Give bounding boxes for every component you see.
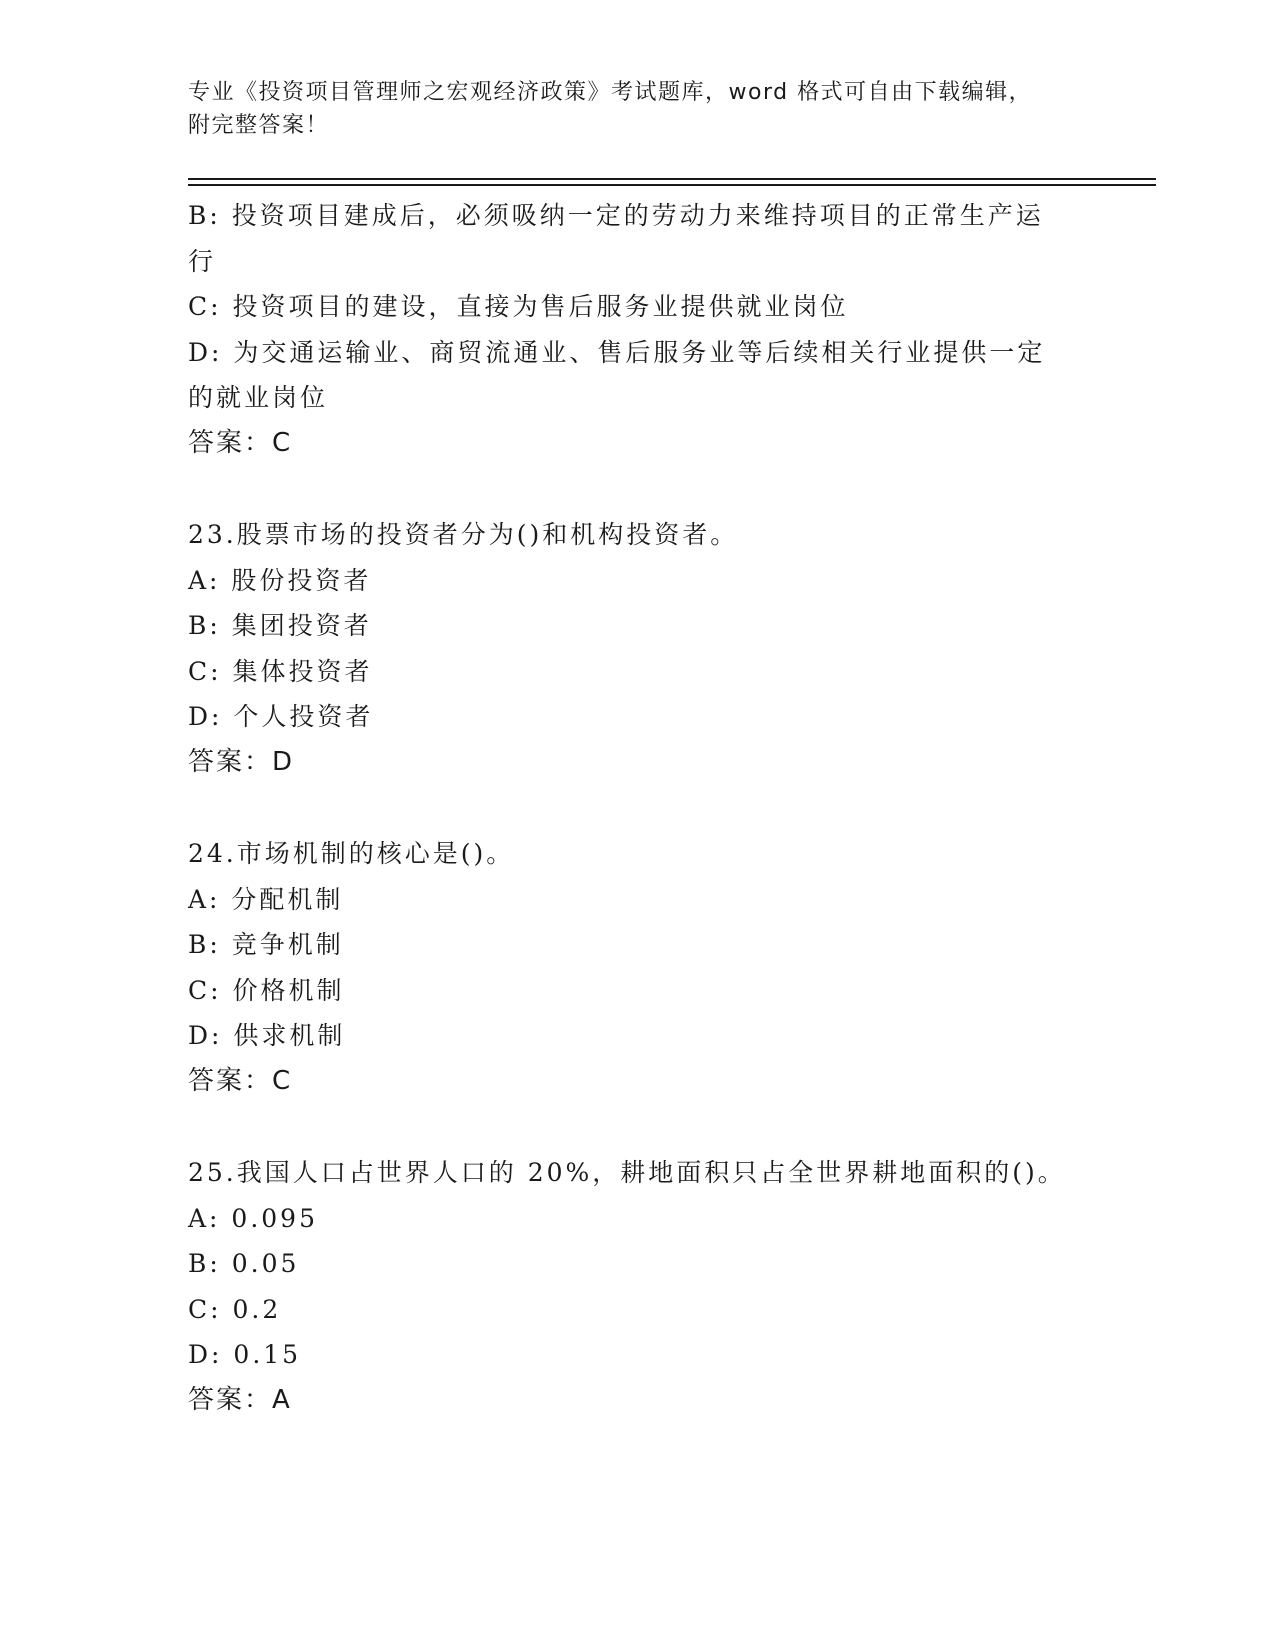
option-a: A: 分配机制 (188, 884, 344, 914)
option-b: B: 集团投资者 (188, 611, 372, 640)
header-rule-bottom (188, 184, 1156, 186)
option-c: C: 价格机制 (188, 975, 345, 1005)
question-stem: 24.市场机制的核心是()。 (188, 839, 515, 868)
option-c: C: 0.2 (188, 1294, 282, 1324)
question-stem: 25.我国人口占世界人口的 20%，耕地面积只占全世界耕地面积的()。 (188, 1158, 1066, 1187)
option-b-line-2: 行 (188, 246, 217, 276)
option-d: D: 供求机制 (188, 1021, 346, 1050)
option-b-line-1: B: 投资项目建成后，必须吸纳一定的劳动力来维持项目的正常生产运 (188, 201, 1044, 230)
question-list (188, 193, 1088, 1423)
option-d-line-1: D: 为交通运输业、商贸流通业、售后服务业等后续相关行业提供一定 (188, 337, 1046, 367)
option-b: B: 竞争机制 (188, 930, 344, 959)
spacer (188, 785, 1088, 831)
answer-line: 答案：D (188, 746, 295, 777)
answer-line: 答案：C (188, 427, 293, 458)
spacer (188, 1104, 1088, 1150)
spacer (188, 466, 1088, 512)
document-header (188, 76, 1068, 142)
question-block-23 (188, 512, 1088, 785)
option-b: B: 0.05 (188, 1249, 300, 1278)
header-line-1: 专业《投资项目管理师之宏观经济政策》考试题库，word 格式可自由下载编辑， (188, 80, 1033, 105)
option-d: D: 0.15 (188, 1340, 302, 1369)
answer-line: 答案：C (188, 1065, 293, 1096)
option-d: D: 个人投资者 (188, 702, 374, 731)
header-line-2: 附完整答案！ (188, 113, 330, 138)
answer-line: 答案：A (188, 1384, 292, 1415)
question-stem: 23.股票市场的投资者分为()和机构投资者。 (188, 520, 739, 549)
option-d-line-2: 的就业岗位 (188, 383, 329, 412)
question-block-24 (188, 831, 1088, 1104)
option-c: C: 投资项目的建设，直接为售后服务业提供就业岗位 (188, 292, 849, 321)
option-a: A: 0.095 (188, 1203, 318, 1233)
option-c: C: 集体投资者 (188, 656, 373, 686)
header-rule-top (188, 178, 1156, 180)
option-a: A: 股份投资者 (188, 565, 372, 595)
previous-question-continuation (188, 193, 1088, 466)
question-block-25 (188, 1150, 1088, 1423)
